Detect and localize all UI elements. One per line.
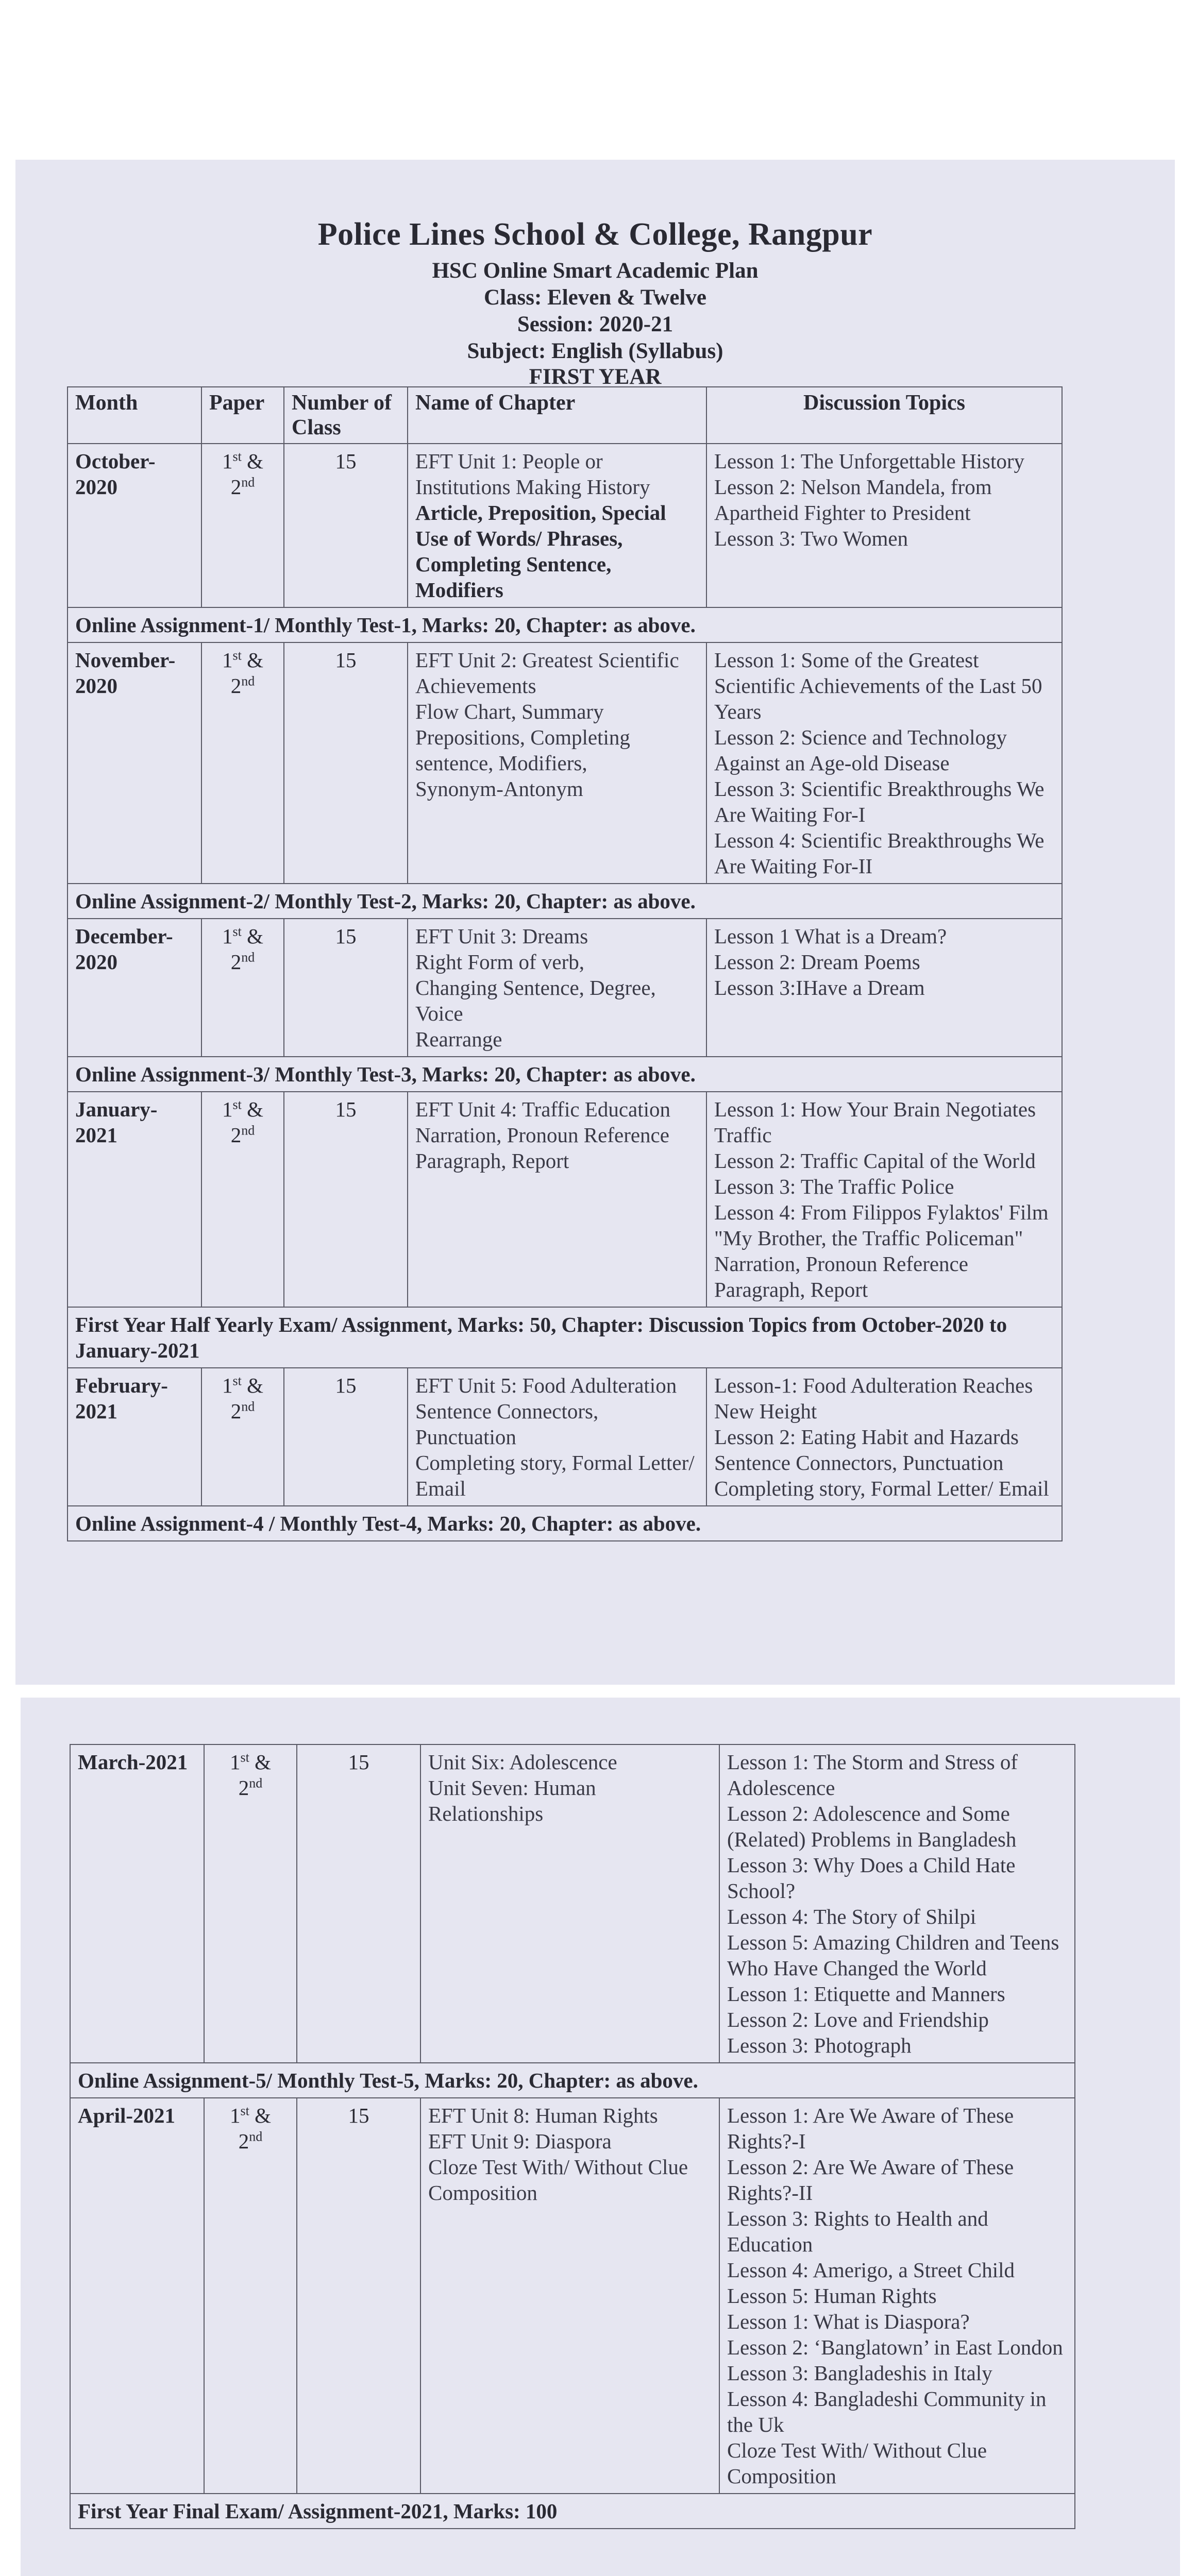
topic-line: Lesson 2: Are We Aware of These Rights?-II [727, 2155, 1014, 2205]
topic-line: Lesson 1: The Storm and Stress of Adolescence [727, 1750, 1018, 1800]
plan-title: HSC Online Smart Academic Plan [432, 259, 759, 283]
paper-cell [201, 642, 284, 884]
topic-line: Lesson 1 What is a Dream? [714, 924, 947, 948]
assignment-note: First Year Half Yearly Exam/ Assignment, Marks: 50, Chapter: Discussion Topics from October-2020 to January-2021 [68, 1307, 1062, 1368]
topic-line: Lesson 5: Amazing Children and Teens Who Have Changed the World [727, 1930, 1059, 1980]
topic-line: Lesson 2: Nelson Mandela, from Apartheid Fighter to President [714, 475, 992, 524]
assignment-note: Online Assignment-1/ Monthly Test-1, Marks: 20, Chapter: as above. [68, 607, 1062, 642]
topic-line: Completing story, Formal Letter/ Email [714, 1477, 1049, 1500]
assignment-note: Online Assignment-5/ Monthly Test-5, Marks: 20, Chapter: as above. [70, 2063, 1075, 2098]
paper-label: 1st & 2nd [222, 924, 263, 974]
paper-cell [201, 444, 284, 607]
chapter-cell [408, 642, 706, 884]
month-cell [68, 642, 201, 884]
topic-line: Lesson 4: From Filippos Fylaktos' Film "My Brother, the Traffic Policeman" [714, 1200, 1049, 1250]
chapter-cell [408, 919, 706, 1057]
chapter-line: Changing Sentence, Degree, Voice [415, 976, 656, 1025]
class-count-cell [284, 1092, 408, 1307]
month-cell [70, 1744, 204, 2063]
topic-line: Narration, Pronoun Reference [714, 1252, 968, 1276]
topic-line: Lesson-1: Food Adulteration Reaches New Height [714, 1374, 1033, 1423]
month-cell [68, 919, 201, 1057]
topic-line: Lesson 2: Love and Friendship [727, 2008, 989, 2031]
topics-cell [706, 1368, 1062, 1506]
chapter-line: Prepositions, Completing sentence, Modifiers, [415, 725, 630, 775]
chapter-line: Unit Seven: Human Relationships [428, 1776, 596, 1825]
topic-line: Lesson 2: Adolescence and Some (Related) Problems in Bangladesh [727, 1802, 1017, 1851]
chapter-line: Rearrange [415, 1027, 502, 1051]
paper-label: 1st & 2nd [222, 449, 263, 499]
year-heading: FIRST YEAR [529, 365, 662, 389]
month-label: December-2020 [75, 924, 173, 974]
class-count: 15 [335, 648, 357, 672]
topic-line: Lesson 4: Amerigo, a Street Child [727, 2258, 1015, 2282]
col-number-of-class: Number of Class [284, 387, 408, 444]
assignment-row-5 [70, 2063, 1075, 2098]
header-row [68, 387, 1062, 444]
topics-cell [706, 1092, 1062, 1307]
topic-line: Lesson 4: Scientific Breakthroughs We Are Waiting For-II [714, 828, 1045, 878]
topic-line: Lesson 2: Science and Technology Against an Age-old Disease [714, 725, 1007, 775]
class-line: Class: Eleven & Twelve [484, 285, 706, 310]
month-row-3 [68, 1092, 1062, 1307]
topic-line: Lesson 1: The Unforgettable History [714, 449, 1024, 473]
chapter-line: EFT Unit 2: Greatest Scientific Achievements [415, 648, 679, 698]
topic-line: Lesson 3: Two Women [714, 527, 908, 550]
month-cell [68, 1092, 201, 1307]
col-month: Month [68, 387, 201, 444]
chapter-cell [408, 1092, 706, 1307]
class-count-cell [297, 2098, 420, 2494]
paper-cell [201, 919, 284, 1057]
topic-line: Lesson 1: What is Diaspora? [727, 2310, 970, 2333]
assignment-note: Online Assignment-3/ Monthly Test-3, Marks: 20, Chapter: as above. [68, 1057, 1062, 1092]
topics-cell [719, 1744, 1075, 2063]
class-count-cell [284, 919, 408, 1057]
topic-line: Lesson 3: Photograph [727, 2033, 912, 2057]
assignment-row-1 [68, 884, 1062, 919]
chapter-line: Unit Six: Adolescence [428, 1750, 617, 1774]
paper-cell [201, 1092, 284, 1307]
assignment-note: First Year Final Exam/ Assignment-2021, Marks: 100 [70, 2494, 1075, 2529]
col-chapter: Name of Chapter [408, 387, 706, 444]
academic-plan-table-continued [70, 1744, 1075, 2529]
topic-line: Lesson 1: Etiquette and Manners [727, 1982, 1005, 2006]
chapter-cell [408, 444, 706, 607]
chapter-cell [408, 1368, 706, 1506]
chapter-line: Right Form of verb, [415, 950, 584, 974]
topics-cell [706, 444, 1062, 607]
chapter-line: Narration, Pronoun Reference [415, 1123, 669, 1147]
topic-line: Lesson 3: The Traffic Police [714, 1175, 954, 1198]
assignment-row-6 [70, 2494, 1075, 2529]
chapter-grammar-line: Article, Preposition, Special Use of Words/ Phrases, Completing Sentence, Modifiers [415, 501, 666, 602]
month-row-4 [68, 1368, 1062, 1506]
paper-label: 1st & 2nd [230, 1750, 271, 1800]
assignment-row-2 [68, 1057, 1062, 1092]
chapter-line: Synonym-Antonym [415, 777, 583, 801]
assignment-note: Online Assignment-2/ Monthly Test-2, Marks: 20, Chapter: as above. [68, 884, 1062, 919]
month-label: October-2020 [75, 449, 156, 499]
topic-line: Lesson 2: Dream Poems [714, 950, 920, 974]
chapter-line: EFT Unit 8: Human Rights [428, 2104, 658, 2127]
month-label: January-2021 [75, 1097, 158, 1147]
assignment-row-4 [68, 1506, 1062, 1541]
class-count-cell [297, 1744, 420, 2063]
col-topics: Discussion Topics [706, 387, 1062, 444]
chapter-line: EFT Unit 4: Traffic Education [415, 1097, 671, 1121]
topic-line: Lesson 2: Eating Habit and Hazards [714, 1425, 1019, 1449]
chapter-line: Cloze Test With/ Without Clue [428, 2155, 688, 2179]
class-count: 15 [348, 1750, 369, 1774]
topic-line: Lesson 2: Traffic Capital of the World [714, 1149, 1036, 1173]
topic-line: Sentence Connectors, Punctuation [714, 1451, 1004, 1475]
month-cell [68, 444, 201, 607]
chapter-line: Completing story, Formal Letter/ Email [415, 1451, 695, 1500]
col-paper: Paper [201, 387, 284, 444]
assignment-note: Online Assignment-4 / Monthly Test-4, Marks: 20, Chapter: as above. [68, 1506, 1062, 1541]
topic-line: Lesson 1: How Your Brain Negotiates Traffic [714, 1097, 1036, 1147]
month-row-1 [68, 642, 1062, 884]
session-line: Session: 2020-21 [517, 312, 673, 336]
month-label: November-2020 [75, 648, 176, 698]
month-row-0 [68, 444, 1062, 607]
plan-body-1 [68, 444, 1062, 1541]
topic-line: Lesson 3: Rights to Health and Education [727, 2207, 988, 2256]
month-label: March-2021 [78, 1750, 188, 1774]
paper-label: 1st & 2nd [222, 648, 263, 698]
chapter-line: EFT Unit 3: Dreams [415, 924, 588, 948]
paper-cell [201, 1368, 284, 1506]
chapter-line: EFT Unit 1: People or Institutions Making History [415, 449, 650, 499]
chapter-line: Paragraph, Report [415, 1149, 569, 1173]
paper-label: 1st & 2nd [222, 1097, 263, 1147]
class-count: 15 [348, 2104, 369, 2127]
topic-line: Lesson 3: Bangladeshis in Italy [727, 2361, 992, 2385]
class-count-cell [284, 1368, 408, 1506]
assignment-row-0 [68, 607, 1062, 642]
topics-cell [706, 642, 1062, 884]
academic-plan-table [67, 386, 1063, 1541]
page-sheet-2 [21, 1698, 1180, 2576]
topic-line: Cloze Test With/ Without Clue [727, 2438, 987, 2462]
class-count: 15 [335, 449, 357, 473]
school-name: Police Lines School & College, Rangpur [317, 217, 873, 252]
topic-line: Lesson 1: Some of the Greatest Scientific Achievements of the Last 50 Years [714, 648, 1042, 723]
topic-line: Lesson 2: ‘Banglatown’ in East London [727, 2335, 1063, 2359]
class-count-cell [284, 642, 408, 884]
month-row-5 [70, 1744, 1075, 2063]
topic-line: Lesson 5: Human Rights [727, 2284, 937, 2308]
month-row-2 [68, 919, 1062, 1057]
chapter-cell [420, 2098, 719, 2494]
chapter-line: EFT Unit 9: Diaspora [428, 2129, 612, 2153]
assignment-row-3 [68, 1307, 1062, 1368]
paper-cell [204, 2098, 297, 2494]
month-row-6 [70, 2098, 1075, 2494]
month-cell [68, 1368, 201, 1506]
chapter-line: Sentence Connectors, Punctuation [415, 1399, 599, 1449]
topic-line: Lesson 3:IHave a Dream [714, 976, 925, 999]
topic-line: Lesson 3: Scientific Breakthroughs We Are Waiting For-I [714, 777, 1045, 826]
topic-line: Lesson 4: Bangladeshi Community in the Uk [727, 2387, 1047, 2436]
chapter-cell [420, 1744, 719, 2063]
topics-cell [719, 2098, 1075, 2494]
month-label: February-2021 [75, 1374, 168, 1423]
class-count: 15 [335, 1374, 357, 1397]
topics-cell [706, 919, 1062, 1057]
paper-label: 1st & 2nd [230, 2103, 271, 2153]
class-count: 15 [335, 1097, 357, 1121]
topic-line: Lesson 3: Why Does a Child Hate School? [727, 1853, 1016, 1903]
page-sheet-1 [15, 160, 1175, 1685]
month-label: April-2021 [78, 2104, 176, 2127]
plan-body-2 [70, 1744, 1075, 2529]
paper-label: 1st & 2nd [222, 1373, 263, 1423]
paper-cell [204, 1744, 297, 2063]
chapter-line: Composition [428, 2181, 537, 2205]
topic-line: Lesson 4: The Story of Shilpi [727, 1905, 976, 1928]
chapter-line: Flow Chart, Summary [415, 700, 604, 723]
topic-line: Lesson 1: Are We Aware of These Rights?-I [727, 2104, 1014, 2153]
topic-line: Composition [727, 2464, 836, 2488]
class-count: 15 [335, 924, 357, 948]
topic-line: Paragraph, Report [714, 1278, 868, 1301]
chapter-line: EFT Unit 5: Food Adulteration [415, 1374, 677, 1397]
month-cell [70, 2098, 204, 2494]
class-count-cell [284, 444, 408, 607]
subject-line: Subject: English (Syllabus) [467, 339, 723, 363]
